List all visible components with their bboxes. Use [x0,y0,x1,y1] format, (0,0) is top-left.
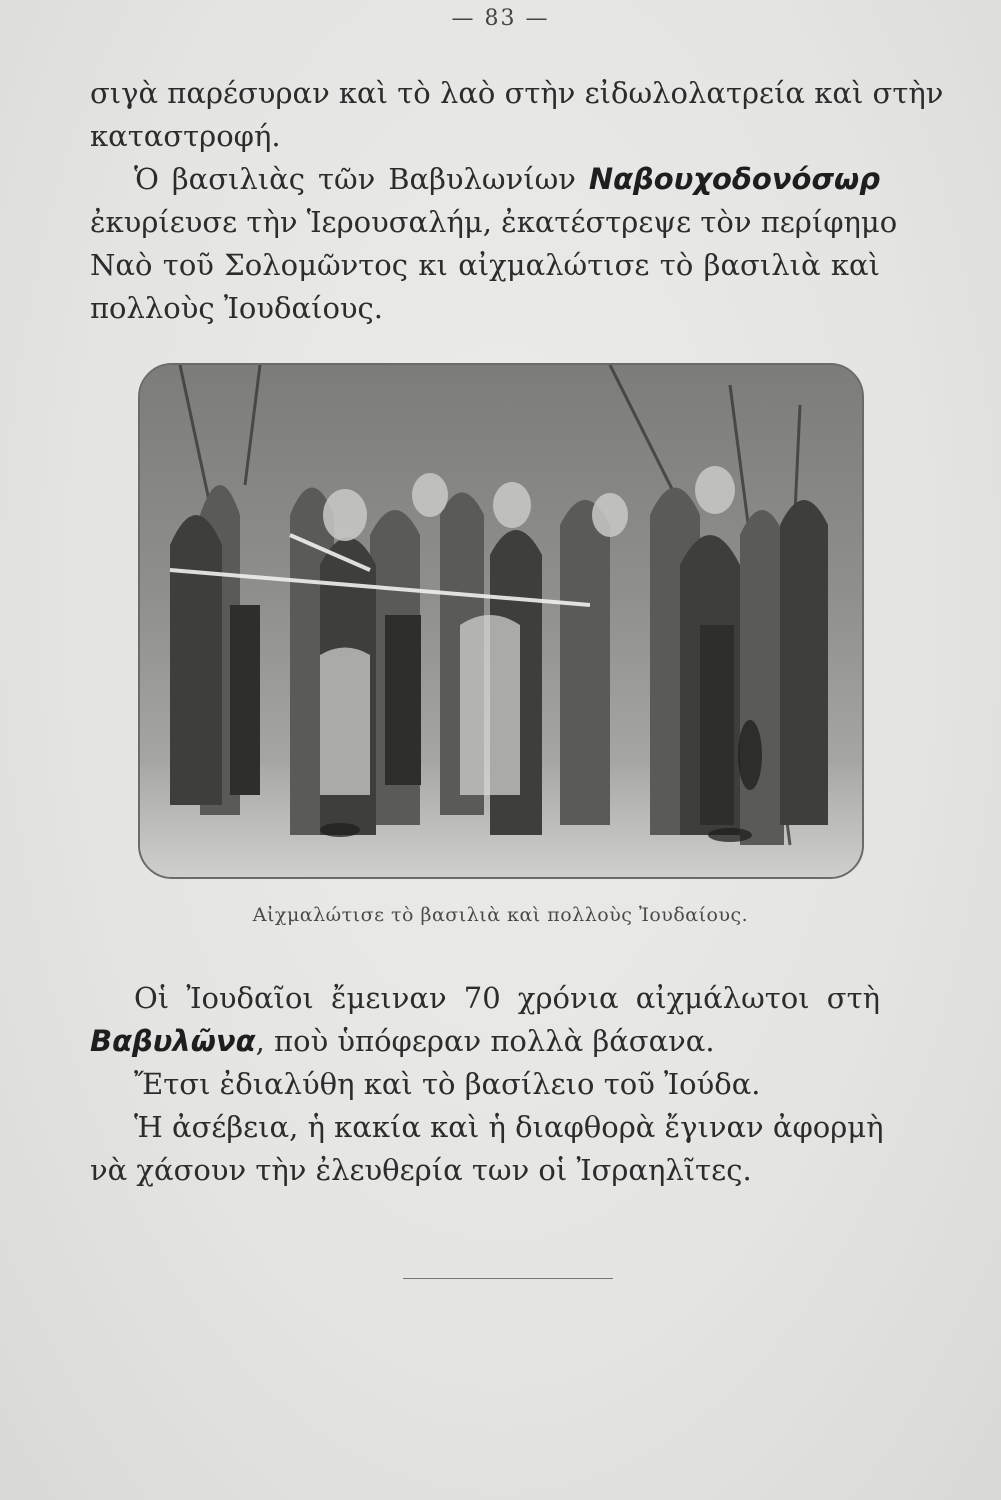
section-divider [403,1278,613,1279]
name-nebuchadnezzar: Ναβουχοδονόσωρ [588,162,880,196]
captivity-illustration [138,363,864,879]
paragraph-kingdom-dissolved [90,1063,880,1106]
paragraph-impiety [90,1106,884,1192]
paragraph-line [90,158,880,201]
paragraph-nebuchadnezzar [90,158,898,330]
page-number: — 83 — [451,6,550,31]
paragraph-text: , ποὺ ὑπόφεραν πολλὰ βάσανα. [255,1024,715,1058]
paragraph-line: καταστροφή. [90,119,281,153]
paragraph-line: Ἡ ἀσέβεια, ἡ κακία καὶ ἡ διαφθορὰ ἔγιναν ἀφορμὴ [134,1110,884,1144]
paragraph-line: πολλοὺς Ἰουδαίους. [90,291,383,325]
paragraph-line: Οἱ Ἰουδαῖοι ἔμειναν 70 χρόνια αἰχμάλωτοι στὴ [134,981,880,1015]
paragraph-text: Ὁ βασιλιὰς τῶν Βαβυλωνίων [134,162,589,196]
paragraph-line: ἐκυρίευσε τὴν Ἱερουσαλήμ, ἐκατέστρεψε τὸν περίφημο [90,205,898,239]
figure-caption: Αἰχμαλώτισε τὸ βασιλιὰ καὶ πολλοὺς Ἰουδαίους. [252,904,749,926]
paragraph-line: σιγὰ παρέσυραν καὶ τὸ λαὸ στὴν εἰδωλολατρεία καὶ στὴν [90,76,944,110]
paragraph-idolatry [90,72,944,158]
captivity-engraving [140,365,862,877]
paragraph-line: Ἔτσι ἐδιαλύθη καὶ τὸ βασίλειο τοῦ Ἰούδα. [134,1067,761,1101]
paragraph-line: νὰ χάσουν τὴν ἐλευθερία των οἱ Ἰσραηλῖτες. [90,1153,752,1187]
paragraph-captivity [90,977,880,1063]
paragraph-line [90,1020,880,1063]
paragraph-line: Ναὸ τοῦ Σολομῶντος κι αἰχμαλώτισε τὸ βασιλιὰ καὶ [90,248,880,282]
name-babylon: Βαβυλῶνα [90,1024,256,1058]
